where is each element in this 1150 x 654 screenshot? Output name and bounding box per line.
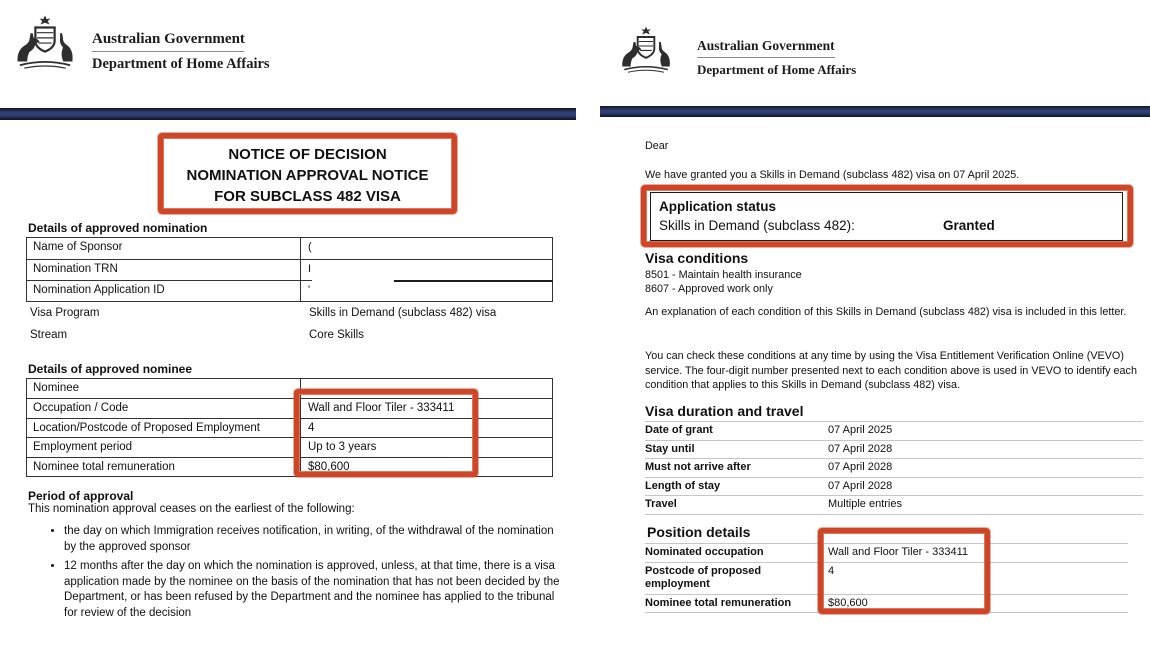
- status-row: [659, 216, 1114, 236]
- notice-title-line: NOTICE OF DECISION: [228, 146, 387, 163]
- department-title: Department of Home Affairs: [697, 62, 857, 77]
- row-label: Name of Sponsor: [27, 238, 301, 259]
- status-label: Skills in Demand (subclass 482):: [659, 218, 855, 233]
- row-value: I: [308, 263, 312, 275]
- table-row: [645, 543, 1128, 562]
- row-label: Location/Postcode of Proposed Employment: [27, 419, 301, 437]
- table-row: [645, 440, 1143, 459]
- government-title: Australian Government: [92, 31, 245, 47]
- redaction-line: [394, 280, 553, 282]
- period-bullets: [26, 524, 564, 625]
- row-value: (: [308, 241, 312, 253]
- period-heading: Period of approval: [28, 489, 134, 503]
- table-row: [645, 562, 1128, 594]
- row-value: Multiple entries: [828, 498, 902, 510]
- agency-header: [92, 31, 270, 73]
- table-row: [645, 495, 1143, 515]
- row-label: Stream: [30, 329, 68, 341]
- row-label: Occupation / Code: [27, 399, 301, 417]
- row-value: Wall and Floor Tiler - 333411: [828, 546, 969, 558]
- header-bar: [600, 106, 1150, 117]
- government-title: Australian Government: [697, 38, 835, 53]
- status-heading: Application status: [659, 199, 777, 214]
- row-value: 07 April 2028: [828, 461, 893, 473]
- visa-program-row: [30, 307, 553, 329]
- table-row: [645, 477, 1143, 496]
- row-value: 07 April 2028: [828, 479, 893, 492]
- condition-item: 8501 - Maintain health insurance: [645, 269, 802, 281]
- coat-of-arms-icon: [614, 24, 678, 82]
- table-row: [27, 238, 552, 259]
- duration-table: [645, 421, 1143, 515]
- row-value: 4: [308, 421, 315, 434]
- department-title: Department of Home Affairs: [92, 56, 270, 72]
- notice-title-line: NOMINATION APPROVAL NOTICE: [186, 167, 429, 184]
- visa-conditions-heading: Visa conditions: [645, 250, 749, 266]
- row-label: Postcode of proposed employment: [645, 564, 762, 590]
- row-label: Nominee: [27, 379, 301, 398]
- salutation: Dear: [645, 140, 669, 152]
- row-label: Nomination TRN: [27, 260, 301, 280]
- row-label: Must not arrive after: [645, 461, 751, 473]
- stream-row: [30, 329, 553, 351]
- table-row: [645, 458, 1143, 477]
- row-label: Nominee total remuneration: [27, 458, 301, 476]
- header-divider: [697, 57, 835, 58]
- status-value: Granted: [943, 218, 995, 233]
- table-row: [27, 259, 552, 280]
- notice-title-line: FOR SUBCLASS 482 VISA: [214, 188, 401, 205]
- table-row: [27, 418, 552, 437]
- program-block: [30, 307, 553, 351]
- row-value: 4: [828, 564, 835, 577]
- row-value: $80,600: [828, 596, 868, 609]
- period-intro: This nomination approval ceases on the earliest of the following:: [28, 503, 355, 515]
- redaction-box: [312, 271, 394, 287]
- row-label: Stay until: [645, 442, 695, 455]
- table-row: [645, 421, 1143, 440]
- nominee-table: [26, 378, 553, 477]
- table-row: [27, 457, 552, 476]
- row-label: Date of grant: [645, 424, 713, 436]
- row-value: 07 April 2025: [828, 424, 893, 436]
- table-row: [645, 594, 1128, 614]
- row-label: Travel: [645, 498, 677, 510]
- header-divider: [92, 51, 244, 52]
- condition-item: 8607 - Approved work only: [645, 283, 773, 295]
- table-row: [27, 280, 552, 301]
- agency-header: [697, 38, 856, 78]
- row-value: $80,600: [308, 460, 350, 473]
- row-value: Up to 3 years: [308, 441, 377, 454]
- table-row: [27, 379, 552, 398]
- conditions-explanation: An explanation of each condition of this Skills in Demand (subclass 482) visa is included in this letter.: [645, 306, 1127, 318]
- nomination-table: [26, 237, 553, 302]
- nomination-details-heading: Details of approved nomination: [28, 221, 208, 235]
- row-value: [301, 379, 552, 398]
- row-label: Employment period: [27, 438, 301, 456]
- nominee-details-heading: Details of approved nominee: [28, 362, 193, 376]
- header-bar: [0, 108, 576, 120]
- row-value: ': [308, 284, 311, 296]
- coat-of-arms-icon: [8, 14, 82, 78]
- table-row: [27, 437, 552, 456]
- position-heading: Position details: [647, 524, 751, 540]
- row-label: Nominated occupation: [645, 546, 764, 558]
- application-status-box: [650, 192, 1123, 241]
- bullet-item: • the day on which Immigration receives notification, in writing, of the withdrawal of the nomination by the approved sponsor: [64, 524, 564, 555]
- row-label: Nomination Application ID: [27, 281, 301, 301]
- table-row: [27, 398, 552, 417]
- row-label: Length of stay: [645, 479, 721, 492]
- row-value: Core Skills: [309, 329, 364, 341]
- row-value: 07 April 2028: [828, 442, 893, 455]
- row-label: Nominee total remuneration: [645, 596, 792, 609]
- vevo-note: You can check these conditions at any time by using the Visa Entitlement Verification Online (VEVO) service. The four-digit number presented next to each condition above is used in VEVO to identify each condition that applies to this Skills in Demand (subclass 482) visa.: [645, 350, 1137, 391]
- row-value: Wall and Floor Tiler - 333411: [308, 402, 455, 415]
- row-label: Visa Program: [30, 307, 100, 319]
- position-table: [645, 543, 1128, 613]
- row-value: Skills in Demand (subclass 482) visa: [309, 307, 497, 319]
- bullet-item: • 12 months after the day on which the nomination is approved, unless, at that time, there is a visa application made by the nominee on the basis of the nomination that has not been decided by the Department, or has been refused by the Department and the nominee has applied to the tribunal for review of the decision: [64, 559, 564, 621]
- duration-heading: Visa duration and travel: [645, 403, 804, 419]
- grant-statement: We have granted you a Skills in Demand (subclass 482) visa on 07 April 2025.: [645, 169, 1020, 181]
- notice-title-box: [158, 133, 457, 214]
